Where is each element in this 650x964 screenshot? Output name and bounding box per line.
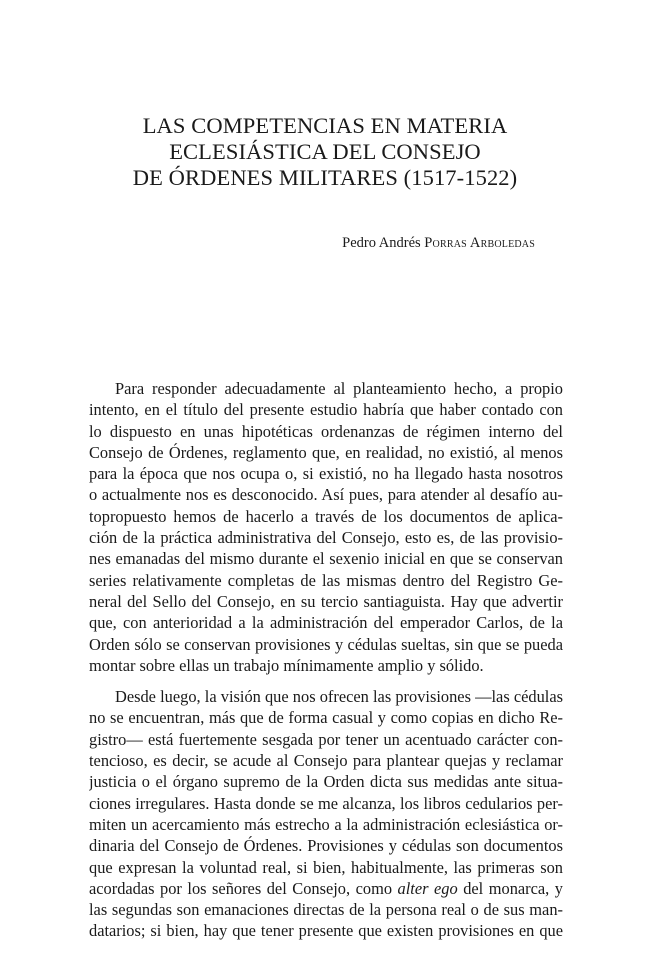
text-line: que expresan la voluntad real, si bien, habitualmente, las primeras son bbox=[89, 857, 563, 877]
title-line: DE ÓRDENES MILITARES (1517-1522) bbox=[132, 165, 518, 190]
text-line: topropuesto hemos de hacerlo a través de los documentos de aplica- bbox=[89, 506, 563, 526]
text-line: ción de la práctica administrativa del Consejo, esto es, de las provisio- bbox=[89, 528, 563, 548]
paragraph bbox=[89, 378, 563, 676]
author-name bbox=[342, 234, 535, 252]
text-line: Consejo de Órdenes, reglamento que, en realidad, no existió, al menos bbox=[89, 442, 563, 462]
text-line: tencioso, es decir, se acude al Consejo para plantear quejas y reclamar bbox=[89, 751, 563, 771]
author-first-name: Pedro Andrés bbox=[342, 235, 421, 251]
text-line: para la época que nos ocupa o, si existió, no ha llegado hasta nosotros bbox=[89, 464, 563, 484]
text-fragment: acordadas por los señores del Consejo, como bbox=[89, 878, 398, 898]
title-line: LAS COMPETENCIAS EN MATERIA bbox=[142, 113, 508, 138]
text-line: series relativamente completas de las mismas dentro del Registro Ge- bbox=[89, 570, 563, 590]
text-line: gistro— está fuertemente sesgada por tener un acentuado carácter con- bbox=[89, 729, 563, 749]
body-text bbox=[89, 378, 563, 942]
text-line: Desde luego, la visión que nos ofrecen las provisiones —las cédulas bbox=[115, 687, 563, 707]
text-line-with-italic bbox=[89, 878, 563, 899]
text-line: montar sobre ellas un trabajo mínimamente amplio y sólido. bbox=[89, 655, 484, 675]
text-line: datarios; si bien, hay que tener presente que existen provisiones en que bbox=[89, 921, 563, 941]
text-line: no se encuentran, más que de forma casual y como copias en dicho Re- bbox=[89, 708, 563, 728]
text-fragment: del monarca, y bbox=[457, 878, 563, 898]
text-line: o actualmente nos es desconocido. Así pues, para atender al desafío au- bbox=[89, 485, 563, 505]
text-line: intento, en el título del presente estudio habría que haber contado con bbox=[89, 400, 563, 420]
text-line: lo dispuesto en unas hipotéticas ordenanzas de régimen interno del bbox=[89, 421, 563, 441]
text-line: las segundas son emanaciones directas de la persona real o de sus man- bbox=[89, 900, 563, 920]
paragraph-gap bbox=[89, 676, 563, 686]
text-line: ciones irregulares. Hasta donde se me alcanza, los libros cedularios per- bbox=[89, 793, 563, 813]
text-line: neral del Sello del Consejo, en su tercio santiaguista. Hay que advertir bbox=[89, 591, 563, 611]
text-line: nes emanadas del mismo durante el sexenio inicial en que se conservan bbox=[89, 549, 563, 569]
text-line: justicia o el órgano supremo de la Orden dicta sus medidas ante situa- bbox=[89, 772, 563, 792]
italic-phrase: alter ego bbox=[397, 878, 458, 898]
text-line: miten un acercamiento más estrecho a la administración eclesiástica or- bbox=[89, 814, 563, 834]
text-line: Orden sólo se conservan provisiones y cédulas sueltas, sin que se pueda bbox=[89, 634, 563, 654]
text-line: Para responder adecuadamente al planteamiento hecho, a propio bbox=[115, 379, 563, 398]
text-line: que, con anterioridad a la administración del emperador Carlos, de la bbox=[89, 613, 563, 633]
text-line: dinaria del Consejo de Órdenes. Provisiones y cédulas son documentos bbox=[89, 836, 563, 856]
paragraph bbox=[89, 686, 563, 942]
title-line: ECLESIÁSTICA DEL CONSEJO bbox=[169, 139, 481, 164]
author-surname: Porras Arboledas bbox=[424, 235, 535, 251]
article-title bbox=[60, 113, 590, 191]
